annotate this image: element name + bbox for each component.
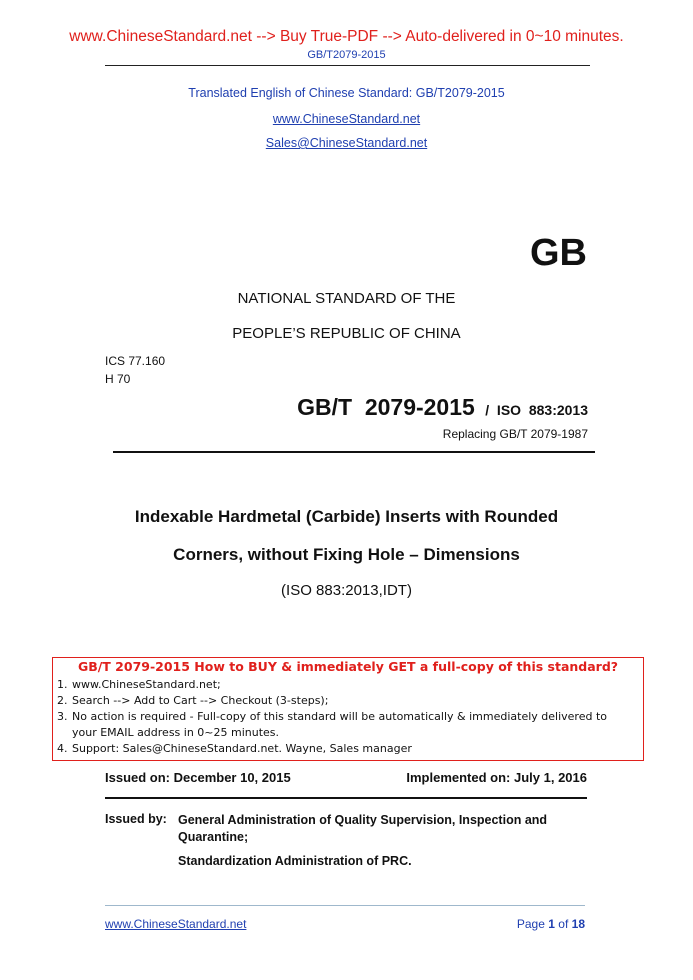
issued-by-label: Issued by: [105,812,167,826]
step-text: your EMAIL address in 0~25 minutes. [72,726,280,739]
issued-date: Issued on: December 10, 2015 [105,770,291,785]
iso-equivalence: (ISO 883:2013,IDT) [281,582,412,599]
purchase-step: 1. www.ChineseStandard.net; [57,678,221,691]
iso-reference: / ISO 883:2013 [485,402,588,418]
purchase-step: 2. Search --> Add to Cart --> Checkout (3-steps); [57,694,329,707]
purchase-step: 4. Support: Sales@ChineseStandard.net. Wayne, Sales manager [57,742,412,755]
issuing-authority-2: Standardization Administration of PRC. [178,854,412,868]
gb-mark: GB [530,232,587,274]
document-title-line1: Indexable Hardmetal (Carbide) Inserts with Rounded [134,507,559,526]
implemented-date: Implemented on: July 1, 2016 [406,770,587,785]
classification-code: H 70 [105,372,131,386]
dates-divider [105,797,587,799]
header-divider [105,65,590,66]
total-pages: 18 [571,917,585,931]
ics-code: ICS 77.160 [105,354,166,368]
purchase-step-continued [57,726,279,739]
issuing-authority-1: General Administration of Quality Supervision, Inspection and Quarantine; [178,813,548,844]
translation-note: Translated English of Chinese Standard: GB/T2079-2015 [188,86,505,100]
page-indicator: Page 1 of 18 [516,917,585,931]
footer-site-container [105,917,246,931]
national-standard-line1: NATIONAL STANDARD OF THE [237,290,456,307]
header-banner[interactable]: www.ChineseStandard.net --> Buy True-PDF --> Auto-delivered in 0~10 minutes. [69,28,624,45]
title-divider [113,451,595,453]
site-link-container [0,112,693,126]
standard-number-line [297,394,588,421]
purchase-instructions-box [52,657,644,761]
standard-number: GB/T 2079-2015 [297,394,475,420]
step-text[interactable]: www.ChineseStandard.net; [72,678,221,691]
header-standard-code: GB/T2079-2015 [307,49,386,61]
footer-site-link[interactable]: www.ChineseStandard.net [105,917,247,931]
sales-email-link[interactable]: Sales@ChineseStandard.net [265,136,428,150]
step-text: Support: Sales@ChineseStandard.net. Wayne, Sales manager [72,742,412,755]
sales-link-container [0,136,693,150]
site-link[interactable]: www.ChineseStandard.net [272,112,421,126]
national-standard-line2: PEOPLE’S REPUBLIC OF CHINA [232,325,461,342]
replacing-note: Replacing GB/T 2079-1987 [442,427,588,441]
current-page: 1 [548,917,555,931]
purchase-title: GB/T 2079-2015 How to BUY & immediately GET a full-copy of this standard? [77,659,619,674]
step-text: Search --> Add to Cart --> Checkout (3-steps); [72,694,329,707]
purchase-step: 3. No action is required - Full-copy of this standard will be automatically & immediately delivered to [57,710,608,723]
footer-divider [105,905,585,906]
step-text: No action is required - Full-copy of this standard will be automatically & immediately delivered to [72,710,608,723]
document-title-line2: Corners, without Fixing Hole – Dimensions [173,545,520,564]
